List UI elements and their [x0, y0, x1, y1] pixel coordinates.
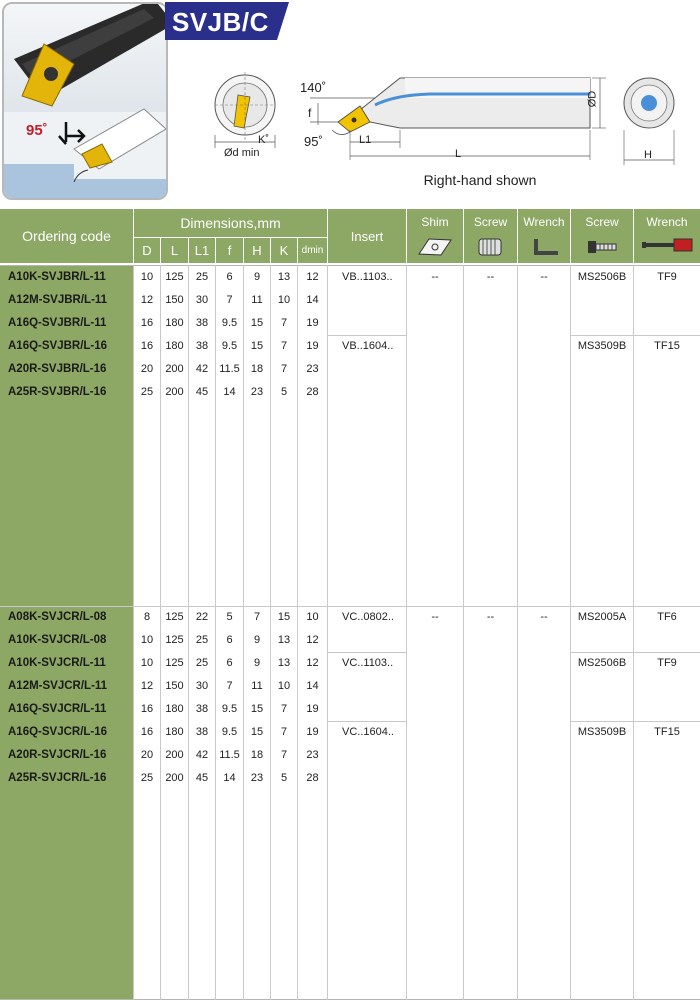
dim-l1-value: 42: [195, 363, 209, 375]
dim-l-value: 180: [165, 340, 184, 352]
dim-h-value: 15: [250, 726, 264, 738]
dim-l1-value: 38: [195, 703, 209, 715]
dim-dmin-value: 23: [306, 749, 319, 761]
ordering-code: A12M-SVJCR/L-11: [8, 680, 108, 692]
d-label: ØD: [586, 90, 599, 108]
dim-l1-value: 38: [195, 726, 209, 738]
ordering-code: A20R-SVJBR/L-16: [8, 363, 107, 375]
header-dim-l: L: [161, 238, 188, 263]
wrench-value: --: [540, 271, 548, 283]
group-divider: [328, 335, 407, 336]
dim-f-value: 14: [223, 772, 236, 784]
column-divider: [406, 265, 407, 1000]
f-label: f: [308, 106, 312, 120]
column-divider: [188, 265, 189, 1000]
dim-f-value: 11.5: [219, 363, 240, 375]
dim-l1-value: 25: [195, 634, 209, 646]
dim-d-value: 16: [140, 317, 154, 329]
dim-k-value: 7: [280, 340, 288, 352]
header-dim-dmin: dmin: [298, 238, 327, 263]
dim-d-value: 8: [143, 611, 151, 623]
ordering-code: A10K-SVJBR/L-11: [8, 271, 106, 283]
dim-d-value: 12: [140, 294, 154, 306]
ordering-code: A25R-SVJBR/L-16: [8, 386, 107, 398]
torx-wrench-icon: [640, 235, 696, 259]
ordering-code: A25R-SVJCR/L-16: [8, 772, 107, 784]
insert-value: VC..1103..: [342, 657, 394, 669]
ordering-code: A16Q-SVJBR/L-11: [8, 317, 107, 329]
angle-95-label: 95˚: [304, 134, 323, 149]
dim-l-value: 150: [165, 680, 184, 692]
dim-l-value: 125: [165, 611, 184, 623]
dim-f-value: 9.5: [221, 340, 238, 352]
dim-d-value: 16: [140, 703, 154, 715]
column-divider: [297, 265, 298, 1000]
dim-f-value: 6: [226, 634, 233, 646]
dim-h-value: 11: [251, 294, 263, 306]
shim-icon: [415, 236, 455, 258]
header-screw: Screw: [464, 209, 517, 263]
dim-f-value: 6: [226, 657, 233, 669]
screw-value: --: [486, 271, 495, 283]
header-shim: Shim: [407, 209, 463, 263]
ordering-code: A16Q-SVJBR/L-16: [8, 340, 108, 352]
product-photo: [2, 2, 168, 200]
dim-f-value: 9.5: [221, 703, 238, 715]
dim-h-value: 15: [250, 703, 264, 715]
dim-k-value: 7: [280, 317, 288, 329]
ordering-code: A10K-SVJCR/L-08: [8, 634, 107, 646]
ordering-code: A16Q-SVJCR/L-11: [8, 703, 107, 715]
wrench-2-value: TF9: [657, 657, 677, 669]
insert-value: VB..1103..: [342, 271, 393, 283]
dim-dmin-value: 14: [306, 294, 319, 306]
header-dim-k: K: [271, 238, 297, 263]
dim-dmin-value: 10: [306, 611, 319, 623]
dim-f-value: 9.5: [221, 317, 238, 329]
header-dim-l1: L1: [189, 238, 215, 263]
header-screw-2: Screw: [571, 209, 633, 263]
insert-value: VC..1604..: [342, 726, 394, 738]
header-wrench-2: Wrench: [634, 209, 700, 263]
dim-h-value: 15: [250, 317, 264, 329]
dim-l1-value: 25: [195, 657, 209, 669]
h-label: H: [644, 149, 652, 161]
drawing-caption: Right-hand shown: [423, 172, 537, 188]
screw-2-value: MS3509B: [577, 726, 627, 738]
dim-dmin-value: 28: [306, 386, 319, 398]
dim-k-value: 7: [280, 749, 288, 761]
ordering-code-column: [0, 265, 133, 1000]
dmin-label: Ød min: [224, 147, 260, 159]
dim-l-value: 200: [165, 772, 184, 784]
dim-d-value: 16: [140, 726, 154, 738]
dim-k-value: 10: [277, 294, 291, 306]
group-divider: [571, 335, 700, 336]
dim-l1-value: 45: [195, 386, 209, 398]
wrench-2-value: TF15: [654, 726, 680, 738]
dim-k-value: 10: [277, 680, 291, 692]
wrench-2-value: TF9: [657, 271, 677, 283]
dim-k-value: 13: [277, 657, 291, 669]
ordering-code: A08K-SVJCR/L-08: [8, 611, 107, 623]
ordering-code: A12M-SVJBR/L-11: [8, 294, 108, 306]
column-divider: [570, 265, 571, 1000]
ordering-code: A20R-SVJCR/L-16: [8, 749, 107, 761]
dim-l-value: 180: [165, 703, 184, 715]
l-label: L: [455, 148, 462, 160]
dim-k-value: 5: [280, 772, 288, 784]
column-divider: [327, 265, 328, 1000]
dim-h-value: 18: [250, 749, 264, 761]
dim-k-value: 13: [277, 271, 291, 283]
dim-h-value: 23: [250, 772, 264, 784]
dim-dmin-value: 14: [306, 680, 319, 692]
column-divider: [517, 265, 518, 1000]
dim-d-value: 20: [140, 749, 154, 761]
group-divider: [328, 721, 407, 722]
angle-140-label: 140˚: [300, 80, 327, 95]
shim-value: --: [431, 611, 439, 623]
dim-k-value: 13: [277, 634, 291, 646]
dim-l1-value: 30: [195, 680, 209, 692]
screw-2-value: MS3509B: [577, 340, 627, 352]
column-divider: [160, 265, 161, 1000]
column-divider: [633, 265, 634, 1000]
ordering-code: A16Q-SVJCR/L-16: [8, 726, 108, 738]
dim-h-value: 9: [253, 634, 261, 646]
dim-f-value: 6: [226, 271, 233, 283]
dim-l-value: 180: [165, 317, 184, 329]
dim-l-value: 200: [165, 749, 184, 761]
dim-d-value: 16: [140, 340, 154, 352]
l-wrench-icon: [528, 235, 562, 259]
group-divider: [571, 721, 700, 722]
dim-h-value: 7: [253, 611, 261, 623]
dim-l1-value: 30: [195, 294, 209, 306]
header-dim-d: D: [134, 238, 160, 263]
k-label: K˚: [258, 134, 269, 146]
dim-l-value: 150: [165, 294, 184, 306]
screw-2-value: MS2506B: [577, 657, 627, 669]
dim-dmin-value: 23: [306, 363, 319, 375]
dim-l-value: 200: [165, 363, 184, 375]
screw-2-value: MS2005A: [577, 611, 627, 623]
dim-d-value: 10: [140, 271, 154, 283]
dim-dmin-value: 12: [306, 634, 319, 646]
dim-dmin-value: 12: [306, 271, 319, 283]
dim-l-value: 200: [165, 386, 184, 398]
dim-f-value: 9.5: [221, 726, 238, 738]
angle-label: 95˚: [26, 122, 48, 139]
dim-h-value: 15: [250, 340, 264, 352]
dim-f-value: 7: [226, 680, 233, 692]
dim-dmin-value: 19: [306, 703, 319, 715]
dim-d-value: 10: [140, 634, 154, 646]
dim-l1-value: 22: [195, 611, 209, 623]
header-insert: Insert: [328, 209, 406, 263]
dim-f-value: 5: [226, 611, 233, 623]
dim-h-value: 23: [250, 386, 264, 398]
dim-dmin-value: 19: [306, 726, 319, 738]
screw-icon: [476, 235, 506, 259]
dim-k-value: 7: [280, 363, 288, 375]
column-divider: [270, 265, 271, 1000]
column-divider: [463, 265, 464, 1000]
torx-screw-icon: [586, 237, 620, 257]
dim-h-value: 11: [251, 680, 263, 692]
dim-h-value: 9: [253, 657, 261, 669]
dim-h-value: 18: [250, 363, 264, 375]
dim-d-value: 25: [140, 772, 154, 784]
dim-l1-value: 25: [195, 271, 209, 283]
dim-d-value: 10: [140, 657, 154, 669]
group-divider: [571, 606, 700, 607]
dim-dmin-value: 28: [306, 772, 319, 784]
l1-label: L1: [359, 134, 372, 146]
column-divider: [133, 265, 134, 1000]
dim-l1-value: 38: [195, 317, 209, 329]
dim-k-value: 15: [277, 611, 291, 623]
dim-l-value: 125: [165, 657, 184, 669]
body-top-border: [0, 265, 700, 266]
dim-d-value: 20: [140, 363, 154, 375]
dim-dmin-value: 12: [306, 657, 319, 669]
dim-dmin-value: 19: [306, 340, 319, 352]
dim-d-value: 25: [140, 386, 154, 398]
dim-l1-value: 38: [195, 340, 209, 352]
dim-f-value: 11.5: [219, 749, 240, 761]
screw-value: --: [486, 611, 495, 623]
header-dimensions: Dimensions,mm: [134, 209, 327, 237]
dim-k-value: 7: [280, 726, 288, 738]
dim-f-value: 7: [226, 294, 233, 306]
dim-h-value: 9: [253, 271, 261, 283]
dim-l1-value: 42: [195, 749, 209, 761]
header-dim-f: f: [216, 238, 243, 263]
group-divider: [328, 652, 407, 653]
dim-l1-value: 45: [195, 772, 209, 784]
dim-l-value: 180: [165, 726, 184, 738]
dim-k-value: 5: [280, 386, 288, 398]
header-wrench: Wrench: [518, 209, 570, 263]
dim-k-value: 7: [280, 703, 288, 715]
screw-2-value: MS2506B: [577, 271, 627, 283]
insert-value: VC..0802..: [342, 611, 394, 623]
wrench-value: --: [540, 611, 548, 623]
wrench-2-value: TF6: [657, 611, 677, 623]
dim-d-value: 12: [140, 680, 154, 692]
column-divider: [215, 265, 216, 1000]
wrench-2-value: TF15: [654, 340, 680, 352]
dim-l-value: 125: [165, 634, 184, 646]
ordering-code: A10K-SVJCR/L-11: [8, 657, 106, 669]
group-divider: [571, 652, 700, 653]
insert-value: VB..1604..: [342, 340, 394, 352]
page-title: SVJB/C: [172, 7, 269, 37]
ordering-table: [0, 209, 700, 1000]
header-dim-h: H: [244, 238, 270, 263]
dim-l-value: 125: [165, 271, 184, 283]
shim-value: --: [431, 271, 439, 283]
column-divider: [243, 265, 244, 1000]
dim-dmin-value: 19: [306, 317, 319, 329]
header-ordering-code: Ordering code: [0, 209, 133, 263]
dim-f-value: 14: [223, 386, 236, 398]
